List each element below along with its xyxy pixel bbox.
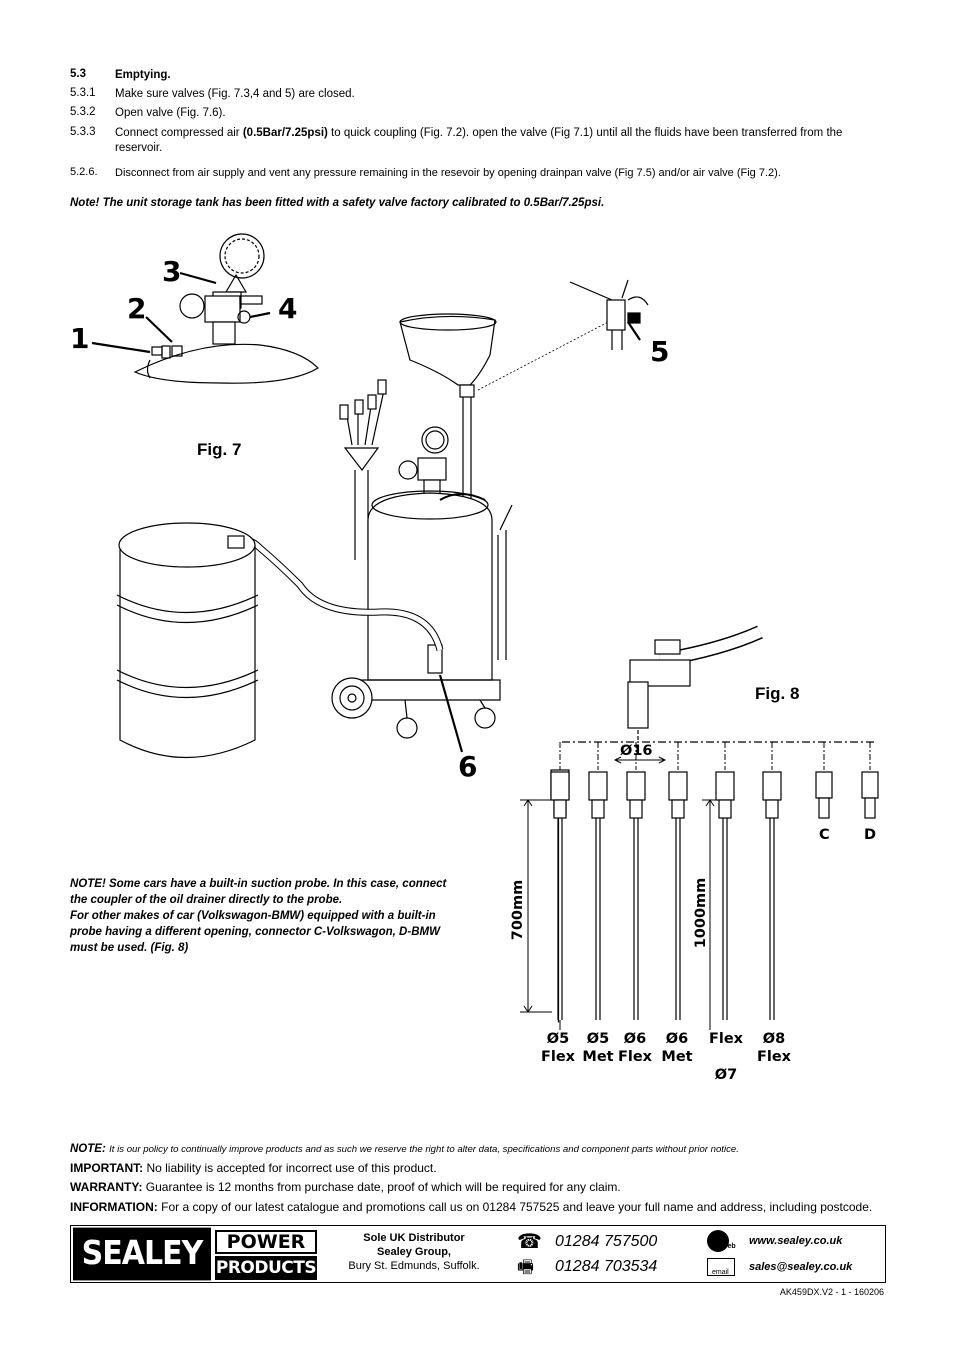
products-logo-text: PRODUCTS	[215, 1258, 317, 1278]
information-text: For a copy of our latest catalogue and promotions call us on 01284 757525 and leave your full name and address, including postcode.	[161, 1200, 873, 1214]
step-number: 5.3.1	[70, 87, 96, 99]
probe-note-line: must be used. (Fig. 8)	[70, 942, 189, 954]
probe-4-label	[659, 1030, 695, 1066]
email-icon-label: email	[712, 1269, 729, 1276]
sealey-logo	[73, 1228, 211, 1281]
step-text: Disconnect from air supply and vent any pressure remaining in the resevoir by opening drainpan valve (Fig 7.5) and/or air valve (Fig 7.2).	[115, 167, 781, 179]
connector-d-icon	[862, 772, 878, 818]
callout-4: 4	[278, 292, 298, 325]
probe-dia: Ø6	[665, 1031, 689, 1047]
web-row	[705, 1230, 883, 1254]
fax-icon: 🖷	[517, 1257, 534, 1277]
step-number: 5.3.2	[70, 106, 96, 118]
probe-1-icon	[551, 772, 569, 1020]
dia-16-label: Ø16	[620, 743, 653, 759]
footer-important	[70, 1161, 437, 1175]
pressure-gauge-icon	[180, 234, 264, 344]
footer-warranty	[70, 1180, 621, 1194]
probe-type: Flex	[756, 1049, 792, 1065]
fig8-label: Fig. 8	[755, 684, 800, 703]
power-logo-text: POWER	[215, 1230, 317, 1254]
step-number: 5.2.6.	[70, 166, 98, 178]
probe-dia: Ø5	[546, 1031, 570, 1047]
connector-d-label: D	[864, 827, 877, 843]
phone-number: 01284 757500	[555, 1233, 658, 1250]
probe-type: Flex	[540, 1049, 576, 1065]
step-text: Make sure valves (Fig. 7.3,4 and 5) are closed.	[115, 88, 355, 100]
email-row	[705, 1256, 883, 1280]
callout-2: 2	[127, 292, 147, 325]
probe-1-label	[540, 1030, 576, 1066]
distributor-line: Sole UK Distributor	[363, 1232, 465, 1244]
warranty-text: Guarantee is 12 months from purchase date, proof of which will be required for any claim.	[145, 1180, 621, 1194]
section-number: 5.3	[70, 68, 86, 80]
oil-drum-icon	[117, 523, 258, 758]
probe-note-line: probe having a different opening, connector C-Volkswagon, D-BMW	[70, 926, 440, 938]
footer-information	[70, 1200, 872, 1214]
fax-row	[517, 1256, 707, 1278]
safety-valve-note: Note! The unit storage tank has been fitted with a safety valve factory calibrated to 0.5Bar/7.25psi.	[70, 197, 605, 209]
dim-700-label: 700mm	[510, 879, 526, 941]
probe-type: Met	[661, 1049, 693, 1065]
important-label: IMPORTANT:	[70, 1161, 144, 1175]
probe-note	[70, 876, 510, 956]
probe-type: Flex	[617, 1049, 653, 1065]
probe-type: Flex	[708, 1031, 744, 1047]
email-link[interactable]: sales@sealey.co.uk	[749, 1261, 853, 1273]
callout-6: 6	[458, 750, 478, 783]
connector-c-icon	[816, 772, 832, 818]
footer-note	[70, 1141, 890, 1155]
connector-c-label: C	[819, 827, 830, 843]
web-link[interactable]: www.sealey.co.uk	[749, 1235, 843, 1247]
fig7-label: Fig. 7	[197, 440, 242, 459]
callout-5: 5	[650, 335, 670, 368]
step-text-pre: Connect compressed air	[115, 127, 243, 139]
step-text-bold: (0.5Bar/7.25psi)	[242, 127, 328, 139]
probe-note-line: NOTE! Some cars have a built-in suction probe. In this case, connect	[70, 878, 447, 890]
power-products-logo	[215, 1230, 317, 1278]
probe-dia: Ø7	[714, 1067, 738, 1083]
web-icon-label: Web	[721, 1243, 736, 1250]
distributor-line: Sealey Group,	[377, 1246, 451, 1258]
probe-6-label	[754, 1030, 794, 1066]
probe-5-label	[706, 1030, 746, 1084]
probe-dia: Ø6	[623, 1031, 647, 1047]
tank-gauge-icon	[399, 427, 448, 496]
probe-2-icon	[589, 772, 607, 1020]
probe-note-line: For other makes of car (Volkswagon-BMW) equipped with a built-in	[70, 910, 436, 922]
step-number: 5.3.3	[70, 126, 96, 138]
callout-1: 1	[70, 322, 90, 355]
probe-type: Met	[582, 1049, 614, 1065]
probe-dia: Ø5	[586, 1031, 610, 1047]
probe-3-icon	[627, 772, 645, 1020]
step-text-post: to quick coupling (Fig. 7.2). open the valve (Fig 7.1) until all the fluids have been transferred from the reservoir.	[115, 127, 843, 154]
information-label: INFORMATION:	[70, 1200, 158, 1214]
dim-1000-label: 1000mm	[693, 877, 709, 949]
doc-code: AK459DX.V2 - 1 - 160206	[779, 1287, 884, 1297]
fax-number: 01284 703534	[555, 1258, 658, 1275]
distributor-info	[329, 1231, 499, 1273]
telephone-icon: ☎	[517, 1231, 542, 1253]
probe-dia: Ø8	[762, 1031, 786, 1047]
step-text: Open valve (Fig. 7.6).	[115, 107, 226, 119]
footer-contact-box	[70, 1225, 886, 1283]
distributor-line: Bury St. Edmunds, Suffolk.	[348, 1260, 480, 1272]
probe-4-icon	[669, 772, 687, 1020]
important-text: No liability is accepted for incorrect use of this product.	[146, 1161, 437, 1175]
drainpan-valve-5-icon	[570, 280, 648, 350]
warranty-label: WARRANTY:	[70, 1180, 143, 1194]
probe-note-line: the coupler of the oil drainer directly to the probe.	[70, 894, 343, 906]
phone-row	[517, 1231, 707, 1253]
note-text: It is our policy to continually improve products and as such we reserve the right to alter data, specifications and component parts without prior notice.	[109, 1144, 739, 1155]
probe-2-label	[580, 1030, 616, 1066]
sealey-logo-text: SEALEY	[81, 1234, 203, 1273]
section-title: Emptying.	[115, 69, 171, 81]
coupler-assembly-icon	[628, 632, 760, 728]
probe-3-label	[616, 1030, 654, 1066]
callout-3: 3	[162, 255, 182, 288]
note-label: NOTE:	[70, 1143, 106, 1155]
valve-1-icon	[152, 346, 182, 358]
probe-5-icon	[716, 772, 734, 1020]
probe-6-icon	[763, 772, 781, 1020]
